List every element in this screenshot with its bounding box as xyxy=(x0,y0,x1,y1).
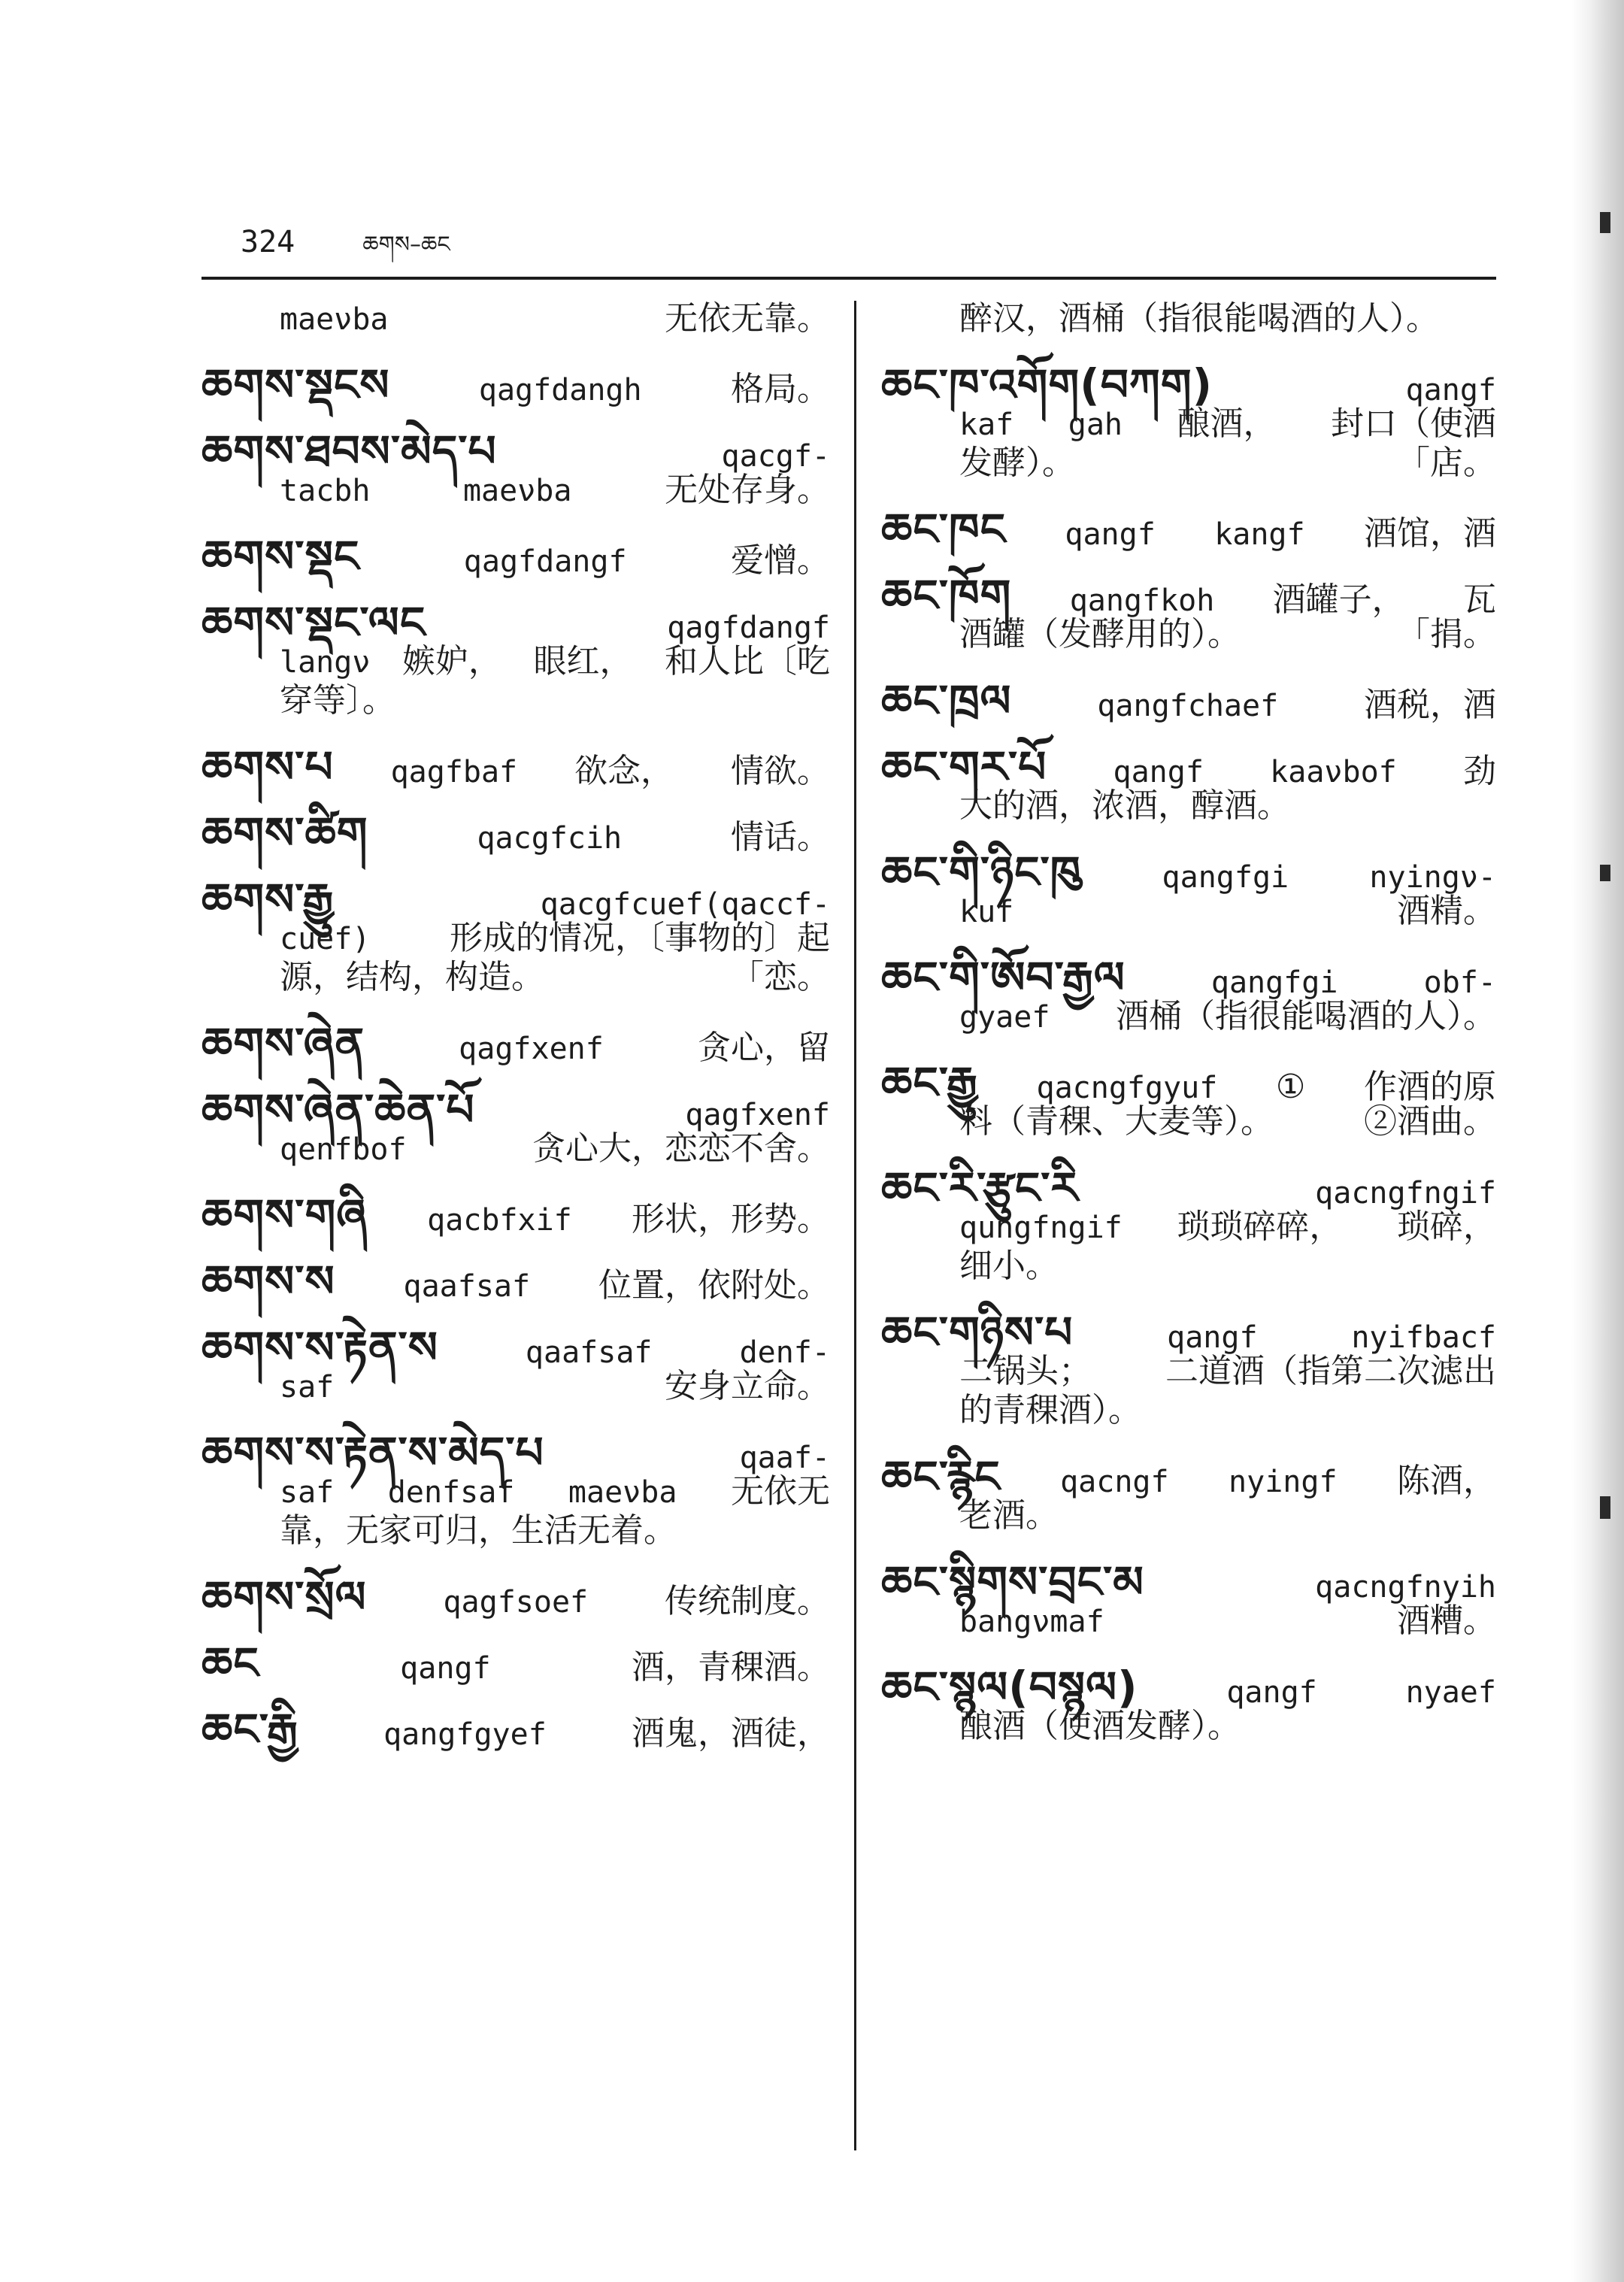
gloss: 爱憎。 xyxy=(731,541,830,580)
entry-continuation xyxy=(881,1208,1496,1247)
entry-continuation xyxy=(201,642,830,681)
entry-headline xyxy=(201,1704,830,1755)
tibetan-headword: ཆང་གི་ཉིང་ཁུ xyxy=(881,847,1082,898)
tibetan-headword: ཆགས་ཚིག xyxy=(201,808,368,859)
romanization: qaafsaf xyxy=(525,1335,653,1370)
gloss: 二道酒（指第二次滤出 xyxy=(1165,1352,1496,1390)
entry-continuation xyxy=(201,681,830,720)
entry-continuation xyxy=(881,1707,1496,1746)
entry-headline xyxy=(201,531,830,582)
romanization: qangf xyxy=(1226,1675,1317,1710)
tibetan-headword: ཆང་རྒྱི xyxy=(201,1704,298,1755)
right-column xyxy=(881,299,1496,1746)
tibetan-headword: ཆགས་ཞེན xyxy=(201,1018,365,1069)
romanization: qacngfngif xyxy=(1315,1176,1496,1211)
gloss: 料（青稞、大麦等）。 xyxy=(959,1102,1274,1141)
romanization: kangf xyxy=(1214,517,1305,552)
romanization: bangνmaf xyxy=(959,1605,1104,1639)
entry-continuation xyxy=(881,1247,1496,1286)
entry-headline xyxy=(201,597,830,648)
edge-mark xyxy=(1600,865,1610,881)
entry-headline xyxy=(201,1427,830,1478)
entry-headline xyxy=(201,874,830,925)
romanization: qagfxenf xyxy=(685,1098,830,1132)
gloss: 情欲。 xyxy=(730,752,830,790)
tibetan-headword: ཆང་ཁྲལ xyxy=(881,675,1012,726)
entry-headline xyxy=(201,1256,830,1307)
romanization: qangf xyxy=(400,1651,491,1686)
entry-continuation xyxy=(201,1511,830,1550)
romanization: qacgf- xyxy=(721,439,830,474)
gloss: 劲 xyxy=(1462,752,1496,790)
tibetan-headword: ཆང་གར་པོ xyxy=(881,741,1047,792)
gloss: 作酒的原 xyxy=(1363,1068,1496,1106)
romanization: qacgfcih xyxy=(477,821,623,856)
tibetan-headword: ཆང་རྙིང xyxy=(881,1451,1001,1502)
gloss: 「捐。 xyxy=(1397,615,1496,653)
gloss: 贪心，留 xyxy=(697,1029,830,1067)
entry-continuation xyxy=(881,1602,1496,1641)
romanization: nyifbacf xyxy=(1351,1320,1496,1355)
gloss: 酒精。 xyxy=(1397,892,1496,930)
romanization: qangf xyxy=(1065,517,1156,552)
tibetan-headword: ཆང་རྒྱུ xyxy=(881,1057,978,1108)
gloss: 酒税，酒 xyxy=(1363,686,1496,724)
entry-headline xyxy=(881,952,1496,1003)
gloss: 嫉妒， xyxy=(401,642,501,680)
gloss: 无处存身。 xyxy=(664,471,830,509)
romanization: qangfchaef xyxy=(1097,689,1279,723)
romanization: maeνba xyxy=(280,302,389,337)
romanization: qangfgyef xyxy=(383,1717,547,1752)
entry-headline xyxy=(201,1322,830,1373)
romanization: qagfdangh xyxy=(478,373,642,408)
romanization: qacbfxif xyxy=(427,1203,572,1238)
entry-headline xyxy=(201,1638,830,1689)
running-head: ཆགས–ཆང xyxy=(362,232,450,258)
page-header xyxy=(241,220,450,283)
entry-continuation xyxy=(881,892,1496,931)
entry-continuation xyxy=(201,471,830,510)
romanization: qacngf xyxy=(1060,1465,1169,1499)
romanization: qenfbof xyxy=(280,1132,407,1167)
gloss: 酿酒（使酒发酵）。 xyxy=(959,1707,1241,1745)
entry-headline xyxy=(201,1571,830,1623)
entry-headline xyxy=(201,1084,830,1135)
romanization: qagfxenf xyxy=(459,1032,604,1066)
romanization: qungfngif xyxy=(959,1211,1123,1245)
entry-continuation xyxy=(881,997,1496,1036)
gloss: 大的酒，浓酒，醇酒。 xyxy=(959,786,1290,825)
tibetan-headword: ཆང་རི་རྩུང་རི xyxy=(881,1162,1079,1214)
romanization: qagfdangf xyxy=(667,611,830,645)
entry-headline xyxy=(881,1307,1496,1358)
tibetan-headword: ཆང་ཁོག xyxy=(881,570,1012,621)
gloss: 老酒。 xyxy=(959,1496,1059,1535)
gloss: 酒罐子， xyxy=(1272,580,1405,619)
gloss: 醉汉，酒桶（指很能喝酒的人）。 xyxy=(959,299,1439,338)
entry-continuation xyxy=(881,444,1496,483)
entry-headline xyxy=(201,1018,830,1069)
entry-headline xyxy=(201,359,830,411)
entry-headline xyxy=(201,808,830,859)
entry-continuation xyxy=(201,1129,830,1168)
gloss: 酒糟。 xyxy=(1397,1602,1496,1640)
entry-headline xyxy=(201,741,830,792)
gloss: 琐琐碎碎， xyxy=(1177,1208,1343,1246)
entry-continuation xyxy=(881,1352,1496,1391)
romanization: kuf xyxy=(959,895,1014,929)
gloss: 的青稞酒）。 xyxy=(959,1391,1141,1429)
tibetan-headword: ཆང xyxy=(201,1638,259,1689)
romanization: qangf xyxy=(1405,373,1496,408)
romanization: qacgfcuef(qaccf- xyxy=(540,887,830,922)
gloss: 发酵）。 xyxy=(959,444,1075,482)
page-number: 324 xyxy=(241,225,295,259)
column-divider xyxy=(854,301,856,2150)
tibetan-headword: ཆགས་ཞེན་ཆེན་པོ xyxy=(201,1084,475,1135)
tibetan-headword: ཆགས་སྲོལ xyxy=(201,1571,367,1623)
gloss: 琐碎， xyxy=(1397,1208,1496,1246)
entry-headline xyxy=(201,426,830,477)
entry-headline xyxy=(881,1662,1496,1713)
tibetan-headword: ཆགས་སྡང་ལང xyxy=(201,597,426,648)
entry-headline xyxy=(881,1556,1496,1608)
tibetan-headword: ཆང་སྙིགས་བྲང་མ xyxy=(881,1556,1144,1608)
gloss: 「店。 xyxy=(1397,444,1496,482)
romanization: obf- xyxy=(1423,965,1496,1000)
tibetan-headword: ཆགས་པ xyxy=(201,741,334,792)
gloss: 传统制度。 xyxy=(665,1582,830,1620)
gloss: 情话。 xyxy=(731,818,830,856)
tibetan-headword: ཆང་གི་ཨོབ་རྒྱལ xyxy=(881,952,1126,1003)
tibetan-headword: ཆགས་ས་རྟེན་ས xyxy=(201,1322,438,1373)
romanization: gah xyxy=(1068,408,1123,442)
entry-headline xyxy=(881,1057,1496,1108)
tibetan-headword: ཆང་ཁ་འགོག(བཀག) xyxy=(881,359,1213,411)
gloss: 无依无靠。 xyxy=(665,299,830,338)
romanization: gyaef xyxy=(959,1000,1050,1035)
gloss: 瓦 xyxy=(1462,580,1496,619)
romanization: qacngfnyih xyxy=(1315,1570,1496,1605)
tibetan-headword: ཆང་གཉིས་པ xyxy=(881,1307,1074,1358)
romanization: qagfsoef xyxy=(443,1585,589,1620)
tibetan-headword: ཆགས་ཐབས་མེད་པ xyxy=(201,426,497,477)
romanization: denfsaf xyxy=(387,1475,515,1510)
romanization: qacngfgyuf xyxy=(1036,1071,1218,1105)
romanization: qaaf- xyxy=(739,1441,830,1475)
tibetan-headword: ཆགས་སྡངས xyxy=(201,359,390,411)
entry-headline xyxy=(881,675,1496,726)
entry-continuation xyxy=(201,299,830,338)
entry-continuation xyxy=(881,299,1496,338)
gloss: 无依无 xyxy=(730,1472,830,1511)
gloss: 源，结构，构造。 xyxy=(280,958,544,996)
romanization: maeνba xyxy=(568,1475,677,1510)
romanization: qangfgi xyxy=(1162,860,1289,895)
entry-headline xyxy=(881,504,1496,555)
tibetan-headword: ཆང་ཁང xyxy=(881,504,1007,555)
entry-headline xyxy=(881,1162,1496,1214)
gloss: 「恋。 xyxy=(731,958,830,996)
entry-headline xyxy=(881,359,1496,411)
header-rule xyxy=(201,277,1496,280)
tibetan-headword: ཆང་སྙལ(བསྙལ) xyxy=(881,1662,1138,1713)
romanization: tacbh xyxy=(280,474,371,508)
tibetan-headword: ཆགས་རྒྱུ xyxy=(201,874,335,925)
gloss: 封口（使酒 xyxy=(1331,405,1496,443)
romanization: qaafsaf xyxy=(403,1269,531,1304)
tibetan-headword: ཆགས་གཞི xyxy=(201,1189,368,1241)
gloss: 形成的情况，〔事物的〕起 xyxy=(450,919,830,957)
gloss: 形状，形势。 xyxy=(631,1200,830,1238)
gloss: 靠，无家可归，生活无着。 xyxy=(280,1511,677,1550)
entry-headline xyxy=(201,1189,830,1241)
romanization: maeνba xyxy=(462,474,572,508)
romanization: kaaνbof xyxy=(1270,755,1397,789)
romanization: saf xyxy=(280,1370,335,1405)
gloss: 欲念， xyxy=(574,752,674,790)
gloss: 细小。 xyxy=(959,1247,1059,1285)
entry-continuation xyxy=(881,1496,1496,1535)
gloss: 和人比〔吃 xyxy=(664,642,830,680)
gloss: 眼红， xyxy=(533,642,633,680)
edge-mark xyxy=(1600,212,1610,233)
entry-continuation xyxy=(881,405,1496,444)
romanization: langν xyxy=(280,645,371,680)
gloss: 格局。 xyxy=(730,370,830,408)
romanization: saf xyxy=(280,1475,335,1510)
edge-mark xyxy=(1600,1496,1610,1519)
tibetan-headword: ཆགས་ས xyxy=(201,1256,335,1307)
gloss: 贪心大，恋恋不舍。 xyxy=(532,1129,830,1168)
left-column xyxy=(201,299,830,1755)
gloss: 二锅头； xyxy=(959,1352,1092,1390)
romanization: cuef) xyxy=(280,922,371,956)
entry-headline xyxy=(881,741,1496,792)
entry-headline xyxy=(881,1451,1496,1502)
romanization: qangf xyxy=(1113,755,1204,789)
romanization: qagfdangf xyxy=(463,544,627,579)
gloss: 位置，依附处。 xyxy=(598,1266,830,1305)
romanization: qangfkoh xyxy=(1069,583,1215,618)
gloss: 穿等〕。 xyxy=(280,681,395,720)
romanization: qagfbaf xyxy=(390,755,518,789)
gloss: 陈酒， xyxy=(1396,1462,1496,1500)
entry-continuation xyxy=(201,1367,830,1406)
entry-headline xyxy=(881,847,1496,898)
page-edge-shadow xyxy=(1571,0,1624,2282)
entry-headline xyxy=(881,570,1496,621)
gloss: ②酒曲。 xyxy=(1364,1102,1496,1141)
gloss: 酒罐（发酵用的）。 xyxy=(959,615,1241,653)
gloss: 酒，青稞酒。 xyxy=(632,1648,830,1686)
gloss: 酒桶（指很能喝酒的人）。 xyxy=(1116,997,1496,1035)
gloss: 酒鬼，酒徒， xyxy=(632,1714,830,1753)
romanization: denf- xyxy=(739,1335,830,1370)
entry-continuation xyxy=(201,958,830,997)
gloss: 安身立命。 xyxy=(665,1367,830,1405)
entry-continuation xyxy=(201,919,830,958)
romanization: qangf xyxy=(1167,1320,1258,1355)
entry-continuation xyxy=(881,615,1496,654)
romanization: kaf xyxy=(959,408,1014,442)
entry-continuation xyxy=(881,1391,1496,1430)
gloss: 酿酒， xyxy=(1177,405,1277,443)
romanization: nyaef xyxy=(1405,1675,1496,1710)
gloss: 酒馆，酒 xyxy=(1363,514,1496,553)
romanization: nyingν- xyxy=(1369,860,1496,895)
romanization: qangfgi xyxy=(1210,965,1338,1000)
tibetan-headword: ཆགས་ས་རྟེན་ས་མེད་པ xyxy=(201,1427,544,1478)
entry-continuation xyxy=(881,1102,1496,1141)
romanization: nyingf xyxy=(1229,1465,1338,1499)
entry-continuation xyxy=(881,786,1496,826)
tibetan-headword: ཆགས་སྡང xyxy=(201,531,360,582)
gloss: ① xyxy=(1275,1068,1306,1106)
